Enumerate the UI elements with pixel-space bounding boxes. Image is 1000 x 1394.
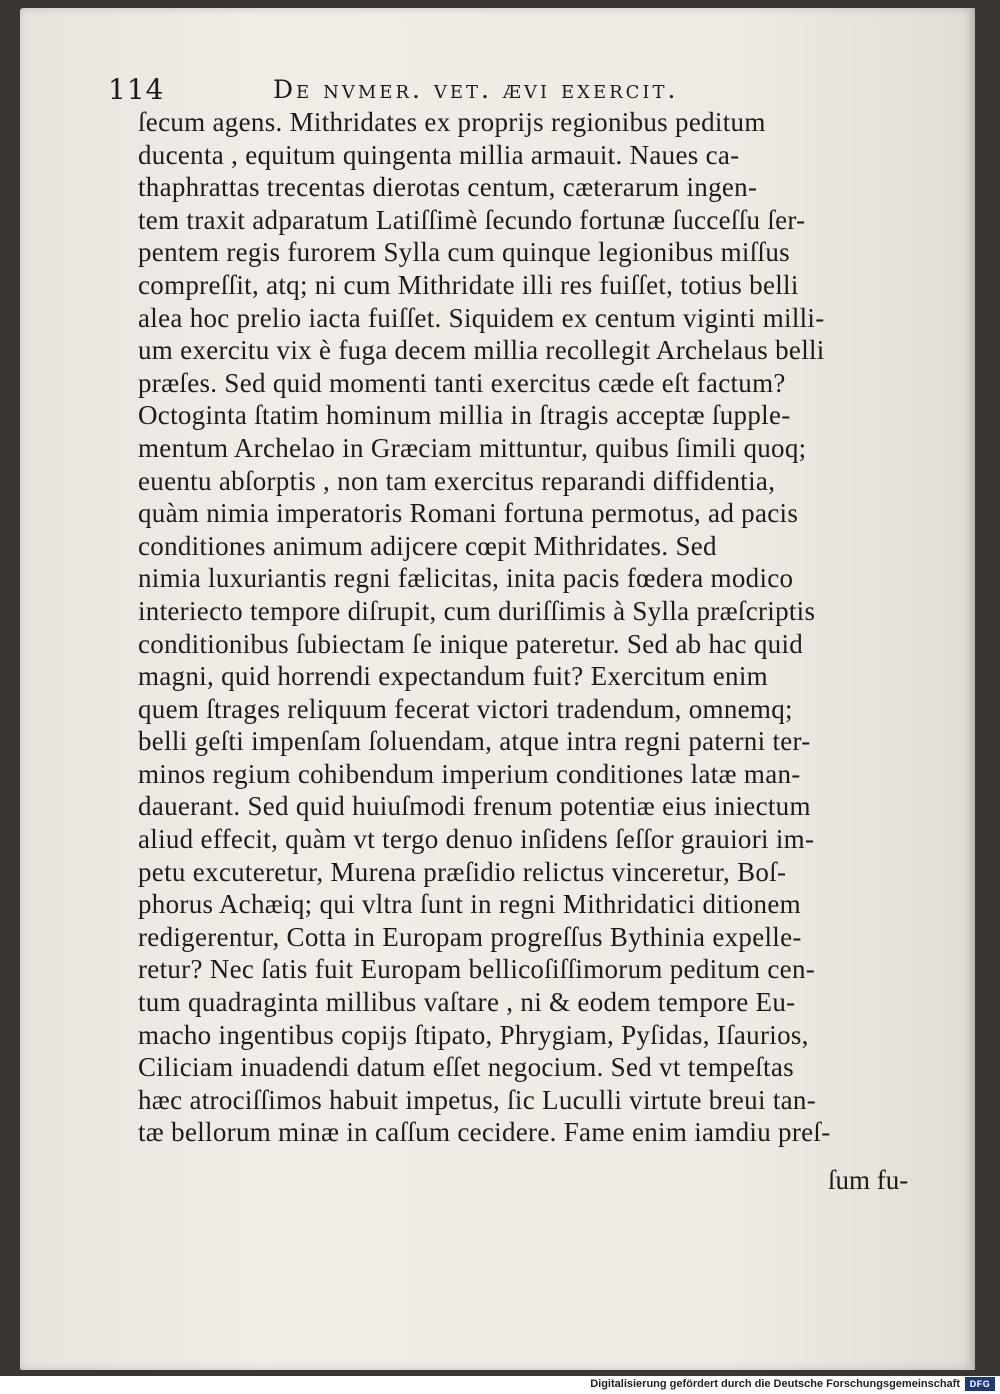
text-line: belli geſti impenſam ſoluendam, atque intra regni paterni ter- bbox=[138, 726, 811, 757]
text-line: nimia luxuriantis regni fælicitas, inita pacis fœdera modico bbox=[138, 563, 794, 594]
text-line: ducenta , equitum quingenta millia armauit. Naues ca- bbox=[138, 139, 740, 170]
text-line: petu excuteretur, Murena præſidio relictus vinceretur, Boſ- bbox=[138, 856, 787, 887]
text-line: quem ſtrages reliquum fecerat victori tradendum, omnemq; bbox=[138, 693, 793, 724]
text-line: interiecto tempore diſrupit, cum duriſſimis à Sylla præſcriptis bbox=[138, 595, 816, 626]
text-line: ſecum agens. Mithridates ex proprijs regionibus peditum bbox=[138, 107, 766, 137]
text-line: Ciliciam inuadendi datum eſſet negocium. Sed vt tempeſtas bbox=[138, 1052, 794, 1083]
page-number: 114 bbox=[108, 73, 165, 106]
text-line: redigerentur, Cotta in Europam progreſſus Bythinia expelle- bbox=[138, 921, 802, 952]
body-text bbox=[138, 106, 928, 1149]
text-line: quàm nimia imperatoris Romani fortuna permotus, ad pacis bbox=[138, 498, 799, 529]
text-line: conditionibus ſubiectam ſe inique pateretur. Sed ab hac quid bbox=[138, 628, 804, 659]
dfg-logo: DFG bbox=[965, 1377, 995, 1391]
text-line: magni, quid horrendi expectandum fuit? Exercitum enim bbox=[138, 661, 768, 692]
text-line: præſes. Sed quid momenti tanti exercitus cæde eſt factum? bbox=[138, 367, 786, 398]
text-line: pentem regis furorem Sylla cum quinque legionibus miſſus bbox=[138, 237, 790, 268]
text-line: dauerant. Sed quid huiuſmodi frenum potentiæ eius iniectum bbox=[138, 791, 811, 822]
text-line: euentu abſorptis , non tam exercitus reparandi diffidentia, bbox=[138, 465, 776, 496]
text-line: macho ingentibus copijs ſtipato, Phrygiam, Pyſidas, Iſaurios, bbox=[138, 1019, 809, 1050]
text-line: Octoginta ſtatim hominum millia in ſtragis acceptæ ſupple- bbox=[138, 400, 791, 431]
text-line: conditiones animum adijcere cœpit Mithridates. Sed bbox=[138, 530, 717, 561]
page-edge bbox=[969, 8, 975, 1370]
text-line: tæ bellorum minæ in caſſum cecidere. Fame enim iamdiu preſ- bbox=[138, 1117, 831, 1148]
text-line: thaphrattas trecentas dierotas centum, cæterarum ingen- bbox=[138, 172, 758, 203]
text-line: tem traxit adparatum Latiſſimè ſecundo fortunæ ſucceſſu ſer- bbox=[138, 204, 806, 235]
text-line: retur? Nec ſatis fuit Europam bellicoſiſſimorum peditum cen- bbox=[138, 954, 816, 985]
text-line: phorus Achæiq; qui vltra ſunt in regni Mithridatici ditionem bbox=[138, 889, 801, 920]
text-line: minos regium cohibendum imperium conditiones latæ man- bbox=[138, 758, 801, 789]
header-title: De nvmer. vet. ævi exercit. bbox=[273, 75, 679, 104]
text-line: aliud effecit, quàm vt tergo denuo inſidens ſeſſor grauiori im- bbox=[138, 824, 815, 855]
footer-bar bbox=[0, 1376, 1000, 1394]
text-line: hæc atrociſſimos habuit impetus, ſic Luculli virtute breui tan- bbox=[138, 1084, 816, 1115]
funding-credit: Digitalisierung gefördert durch die Deutsche Forschungsgemeinschaft bbox=[590, 1378, 960, 1390]
text-line: alea hoc prelio iacta fuiſſet. Siquidem ex centum viginti milli- bbox=[138, 302, 825, 333]
text-line: mentum Archelao in Græciam mittuntur, quibus ſimili quoq; bbox=[138, 432, 807, 463]
catchword: ſum fu- bbox=[828, 1165, 909, 1195]
text-line: um exercitu vix è fuga decem millia recollegit Archelaus belli bbox=[138, 335, 825, 366]
text-line: tum quadraginta millibus vaſtare , ni & eodem tempore Eu- bbox=[138, 987, 796, 1018]
running-head bbox=[108, 70, 808, 110]
text-line: compreſſit, atq; ni cum Mithridate illi res fuiſſet, totius belli bbox=[138, 269, 799, 300]
